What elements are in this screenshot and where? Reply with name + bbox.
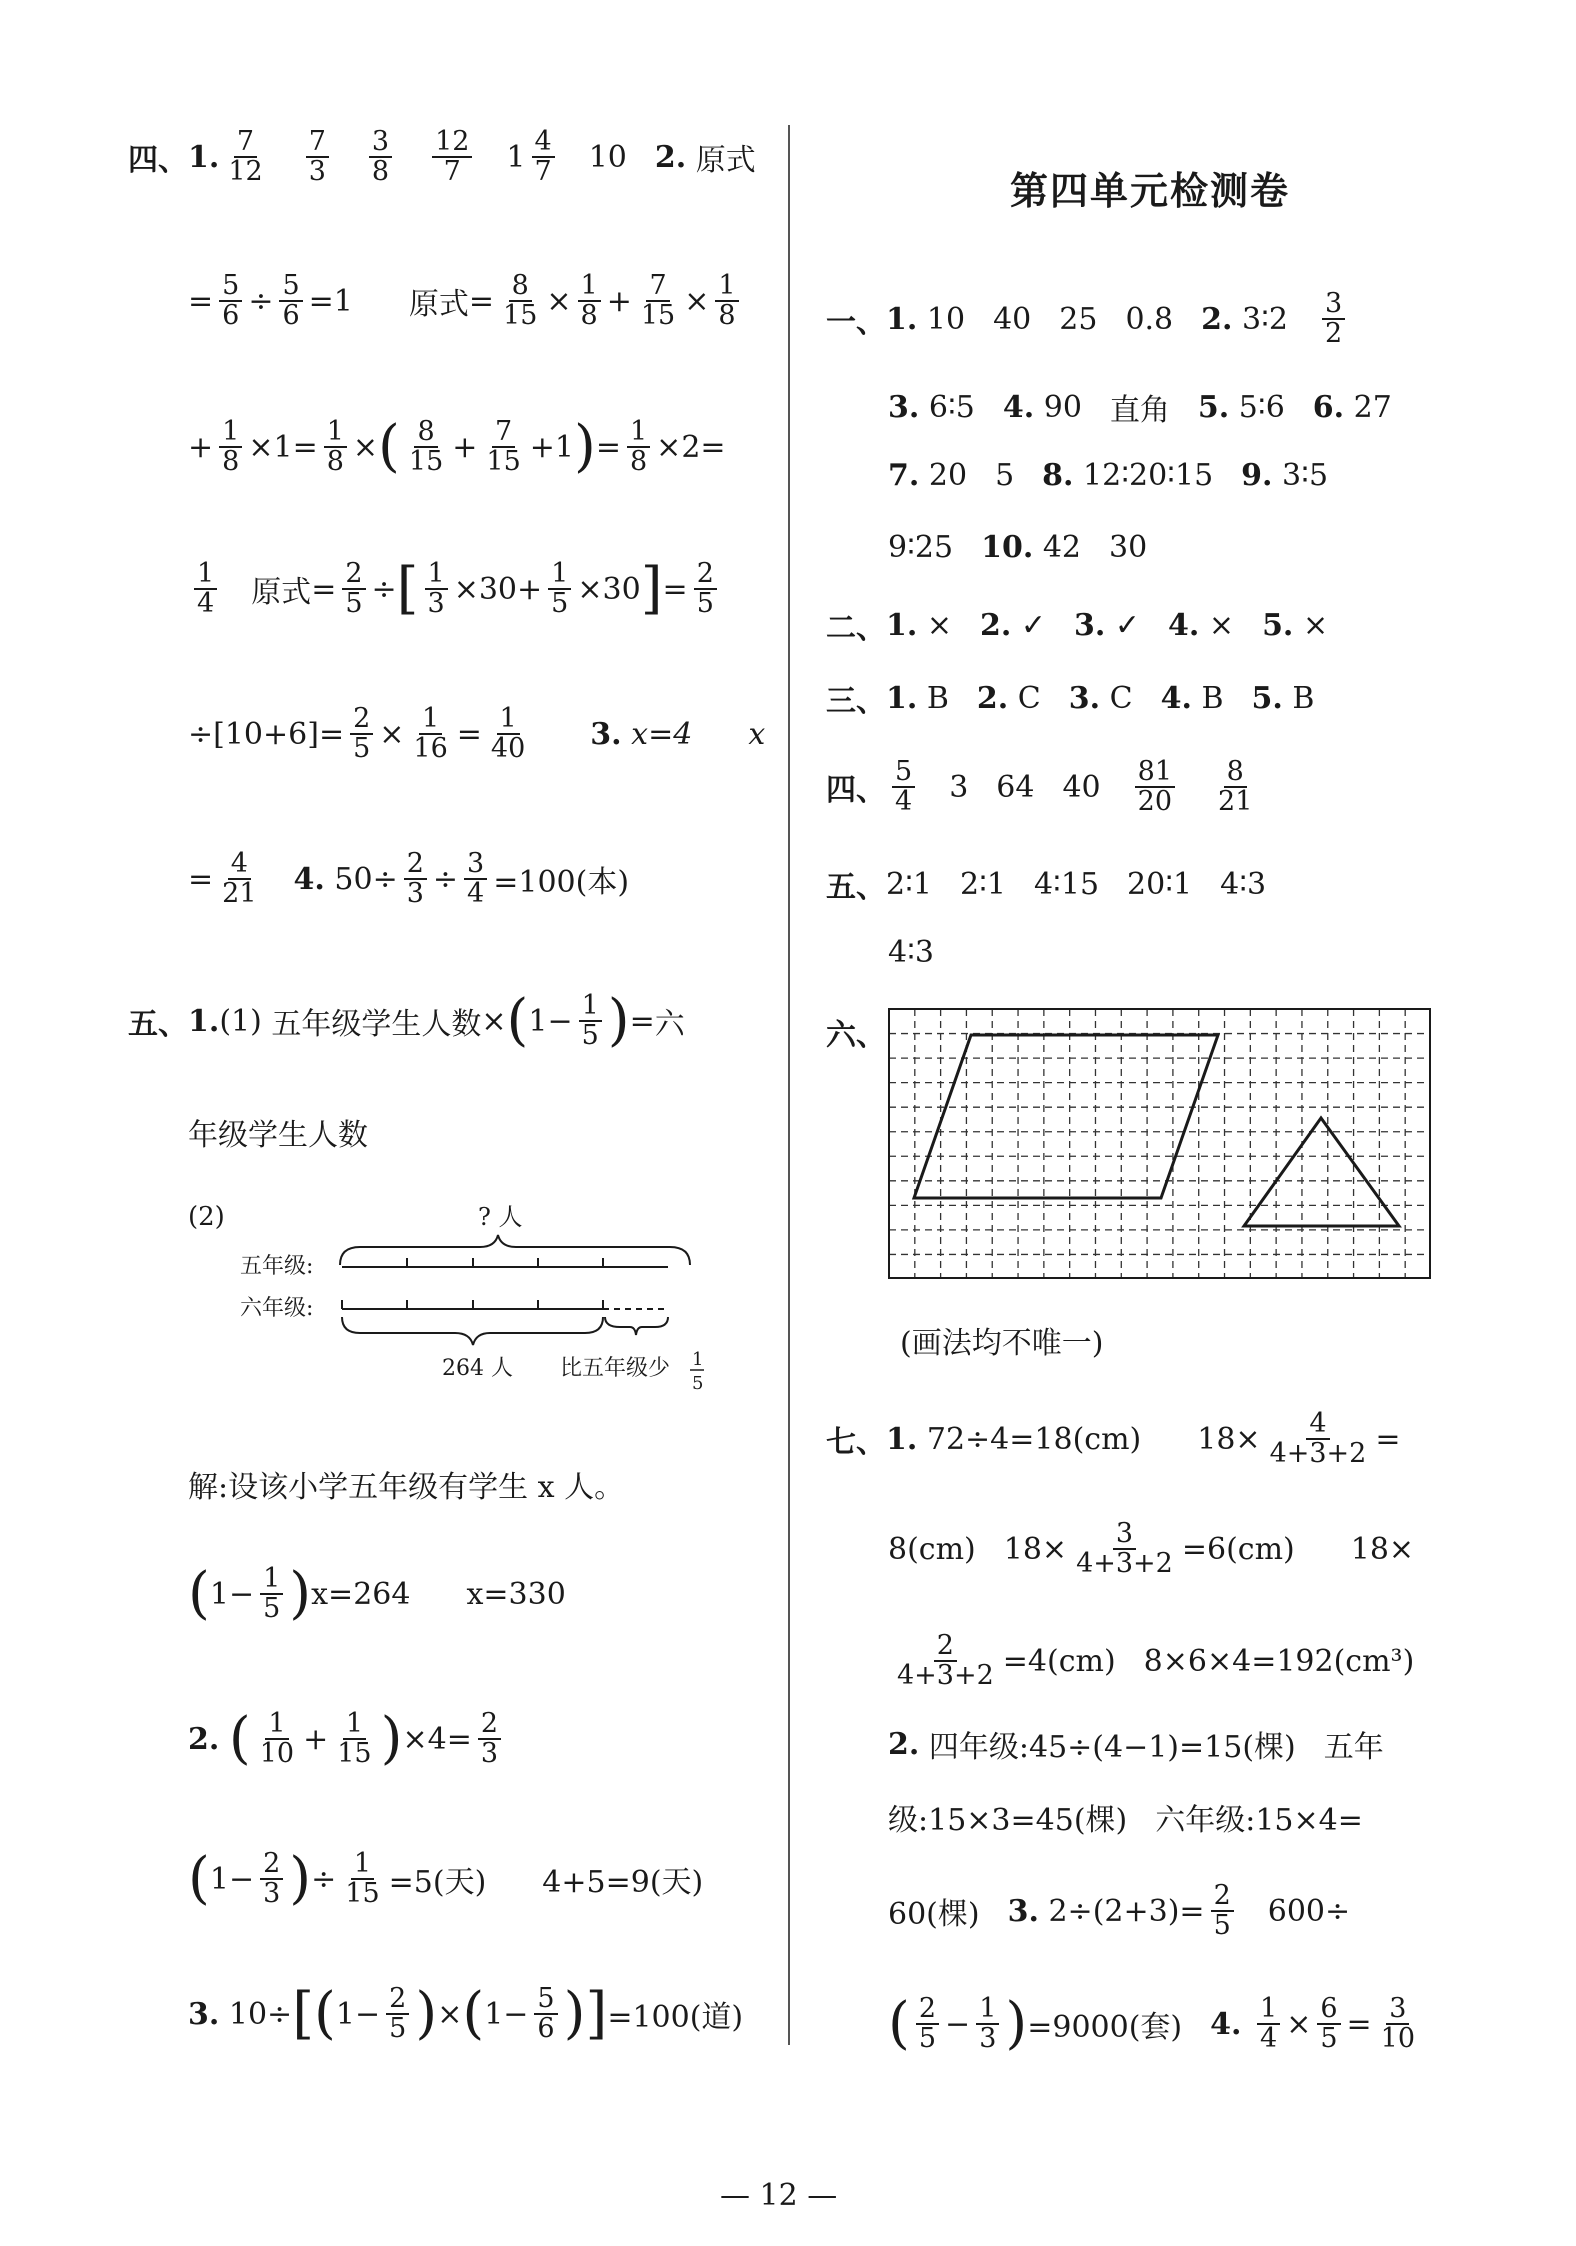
fraction: $\frac{2}{4+3+2}$ [897, 1630, 994, 1692]
brace-bottom [342, 1317, 603, 1345]
fraction: $\frac{2}{3}$ [404, 850, 427, 909]
page-number: — 12 — [720, 2178, 838, 2213]
diagram-five-label: 五年级: [240, 1254, 314, 1279]
left-line-7: 五、 1. (1) 五年级学生人数 × ( 1 − $\frac{1}{5}$ ) = 六 [128, 988, 685, 1054]
right-line-s7-5: 级:15×3=45(棵) 六年级:15×4= [888, 1803, 1363, 1838]
fraction: $\frac{8}{15}$ [503, 270, 538, 332]
left-line-solution: 解:设该小学五年级有学生 x 人。 [188, 1470, 625, 1505]
left-line-sub2: (2) [188, 1202, 225, 1232]
left-line-5: ÷ [10+6] = $\frac{2}{5}$ × $\frac{1}{16}$ = $\frac{1}{40}$ 3. x=4 x [188, 703, 766, 765]
fraction: $\frac{2}{3}$ [478, 1710, 501, 1769]
fraction: $\frac{1}{10}$ [259, 1708, 295, 1770]
diagram-question: ? 人 [478, 1203, 523, 1231]
fraction: $\frac{7}{15}$ [486, 416, 521, 478]
left-line-q3: 3. 10÷ [ ( 1 − $\frac{2}{5}$ ) × ( 1 − $\frac{5}{6}$ ) ] =100(道) [188, 1981, 744, 2047]
fraction: $\frac{1}{5}$ [548, 560, 571, 619]
triangle [1244, 1118, 1399, 1226]
fraction: $\frac{8}{21}$ [1218, 756, 1253, 818]
right-line-s4: 四、 $\frac{5}{4}$ 3 64 40 $\frac{81}{20}$ $\frac{8}{21}$ [826, 758, 1261, 817]
right-line-2: 3. 6∶5 4. 90 直角 5. 5∶6 6. 27 [888, 389, 1392, 428]
fraction: $\frac{7}{15}$ [640, 270, 676, 332]
fraction: $\frac{4}{4+3+2}$ [1269, 1408, 1367, 1470]
right-line-s5: 五、 2∶1 2∶1 4∶15 20∶1 4∶3 [826, 866, 1267, 905]
right-line-s7-7: ( $\frac{2}{5}$ − $\frac{1}{3}$ ) =9000(套) 4. $\frac{1}{4}$ × $\frac{6}{5}$ = $\frac{3}{10}$ [888, 1995, 1424, 2054]
fraction: $\frac{4}{7}$ [532, 128, 555, 187]
fraction: $\frac{1}{8}$ [627, 418, 650, 477]
brace-bottom-small [605, 1317, 668, 1335]
fraction: $\frac{6}{5}$ [1317, 1995, 1340, 2054]
fraction: $\frac{5}{4}$ [892, 758, 915, 817]
fraction: $\frac{2}{5}$ [694, 560, 717, 619]
fraction: $\frac{7}{3}$ [306, 128, 329, 187]
fraction: $\frac{1}{4}$ [194, 560, 217, 619]
right-line-1: 一、 1. 10 40 25 0.8 2. 3∶2 $\frac{3}{2}$ [826, 290, 1351, 349]
fraction: $\frac{2}{5}$ [916, 1995, 939, 2054]
right-line-s7-6: 60(棵) 3. 2÷(2+3)= $\frac{2}{5}$ 600÷ [888, 1880, 1351, 1942]
fraction: $\frac{1}{3}$ [976, 1995, 999, 2054]
fraction: $\frac{1}{8}$ [578, 272, 601, 331]
fraction: $\frac{7}{12}$ [228, 126, 263, 188]
right-line-3: 7. 20 5 8. 12∶20∶15 9. 3∶5 [888, 458, 1329, 493]
right-line-s7-1: 七、 1. 72÷4=18(cm) 18× $\frac{4}{4+3+2}$ = [826, 1408, 1401, 1470]
fraction: $\frac{12}{7}$ [432, 128, 472, 187]
right-line-4: 9∶25 10. 42 30 [888, 530, 1148, 565]
fraction: $\frac{81}{20}$ [1135, 758, 1175, 817]
svg-text:5: 5 [692, 1373, 704, 1394]
left-line-4: $\frac{1}{4}$ 原式 = $\frac{2}{5}$ ÷ [ $\frac{1}{3}$ × 30 + $\frac{1}{5}$ × 30 ] = $\frac{2}{5}$ [188, 560, 723, 619]
mixed-number-whole: 1 [506, 139, 526, 175]
right-line-s5b: 4∶3 [888, 935, 934, 970]
fraction: $\frac{1}{15}$ [337, 1708, 372, 1770]
fraction: $\frac{8}{15}$ [408, 416, 444, 478]
fraction: $\frac{2}{5}$ [342, 560, 365, 619]
value: 10 [588, 139, 627, 175]
left-line-8: 年级学生人数 [188, 1118, 368, 1153]
right-line-s7-4: 2. 四年级:45÷(4−1)=15(棵) 五年 [888, 1726, 1384, 1765]
column-divider [788, 125, 790, 2045]
question-number: 1. [188, 139, 220, 175]
left-line-q2: 2. ( $\frac{1}{10}$ + $\frac{1}{15}$ ) ×4 = $\frac{2}{3}$ [188, 1710, 507, 1769]
right-line-s6: 六、 [826, 1018, 886, 1053]
right-line-s3: 三、 1. B 2. C 3. C 4. B 5. B [826, 680, 1315, 719]
svg-text:1: 1 [692, 1349, 704, 1370]
brace-top [340, 1235, 690, 1265]
fraction: $\frac{3}{4+3+2}$ [1076, 1518, 1173, 1580]
fraction: $\frac{3}{8}$ [369, 128, 392, 187]
fraction: $\frac{1}{8}$ [324, 418, 347, 477]
fraction: $\frac{3}{4}$ [464, 850, 487, 909]
right-line-s7-2: 8(cm) 18× $\frac{3}{4+3+2}$ =6(cm) 18× [888, 1518, 1415, 1580]
section-label: 四、 [128, 143, 188, 179]
fraction: $\frac{1}{16}$ [413, 703, 448, 765]
diagram-six-label: 六年级: [240, 1296, 314, 1321]
fraction: $\frac{3}{10}$ [1380, 1993, 1416, 2055]
diagram-264: 264 人 [442, 1356, 513, 1381]
fraction: $\frac{2}{5}$ [386, 1985, 409, 2044]
fraction: $\frac{2}{3}$ [260, 1850, 283, 1909]
left-line-3: + $\frac{1}{8}$ ×1 = $\frac{1}{8}$ × ( $\frac{8}{15}$ + $\frac{7}{15}$ + 1 ) = $\frac{1}{8}$ × 2 = [188, 414, 726, 480]
fraction: $\frac{1}{5}$ [260, 1565, 283, 1624]
fraction: $\frac{1}{8}$ [219, 418, 242, 477]
fraction: $\frac{1}{5}$ [579, 992, 602, 1051]
left-line-days: ( 1 − $\frac{2}{3}$ ) ÷ $\frac{1}{15}$ =5(天) 4+5=9(天) [188, 1846, 704, 1912]
fraction: $\frac{4}{21}$ [222, 848, 257, 910]
page-title: 第四单元检测卷 [1010, 168, 1291, 213]
fraction: $\frac{2}{5}$ [1211, 1882, 1234, 1941]
fraction: $\frac{5}{6}$ [534, 1985, 557, 2044]
left-line-x: ( 1 − $\frac{1}{5}$ ) x=264 x=330 [188, 1561, 566, 1627]
fraction: $\frac{3}{2}$ [1322, 290, 1345, 349]
fraction: $\frac{2}{5}$ [350, 705, 373, 764]
right-line-s2: 二、 1. × 2. ✓ 3. ✓ 4. × 5. × [826, 607, 1329, 646]
fraction: $\frac{1}{4}$ [1257, 1995, 1280, 2054]
right-line-note: (画法均不唯一) [900, 1326, 1104, 1361]
fraction: $\frac{1}{8}$ [715, 272, 738, 331]
fraction: $\frac{1}{3}$ [425, 560, 448, 619]
diagram-less-than: 比五年级少 [560, 1356, 671, 1381]
fraction: $\frac{1}{40}$ [490, 703, 526, 765]
question-number: 2. [654, 139, 687, 175]
left-line-6: = $\frac{4}{21}$ 4. 50 ÷ $\frac{2}{3}$ ÷ $\frac{3}{4}$ =100(本) [188, 848, 630, 910]
grid-drawing [888, 1008, 1433, 1288]
fraction: $\frac{5}{6}$ [219, 272, 242, 331]
left-line-2: = $\frac{5}{6}$ ÷ $\frac{5}{6}$ = 1 原式 = $\frac{8}{15}$ × $\frac{1}{8}$ + $\frac{7}{15}$ × $\frac{1}{8}$ [188, 272, 745, 331]
right-line-s7-3: $\frac{2}{4+3+2}$ =4(cm) 8×6×4=192(cm³) [888, 1632, 1414, 1691]
left-line-1 [128, 128, 756, 187]
bar-diagram [230, 1195, 730, 1395]
text: 原式 [695, 143, 756, 179]
fraction: $\frac{1}{15}$ [345, 1848, 380, 1910]
fraction: $\frac{5}{6}$ [279, 272, 302, 331]
